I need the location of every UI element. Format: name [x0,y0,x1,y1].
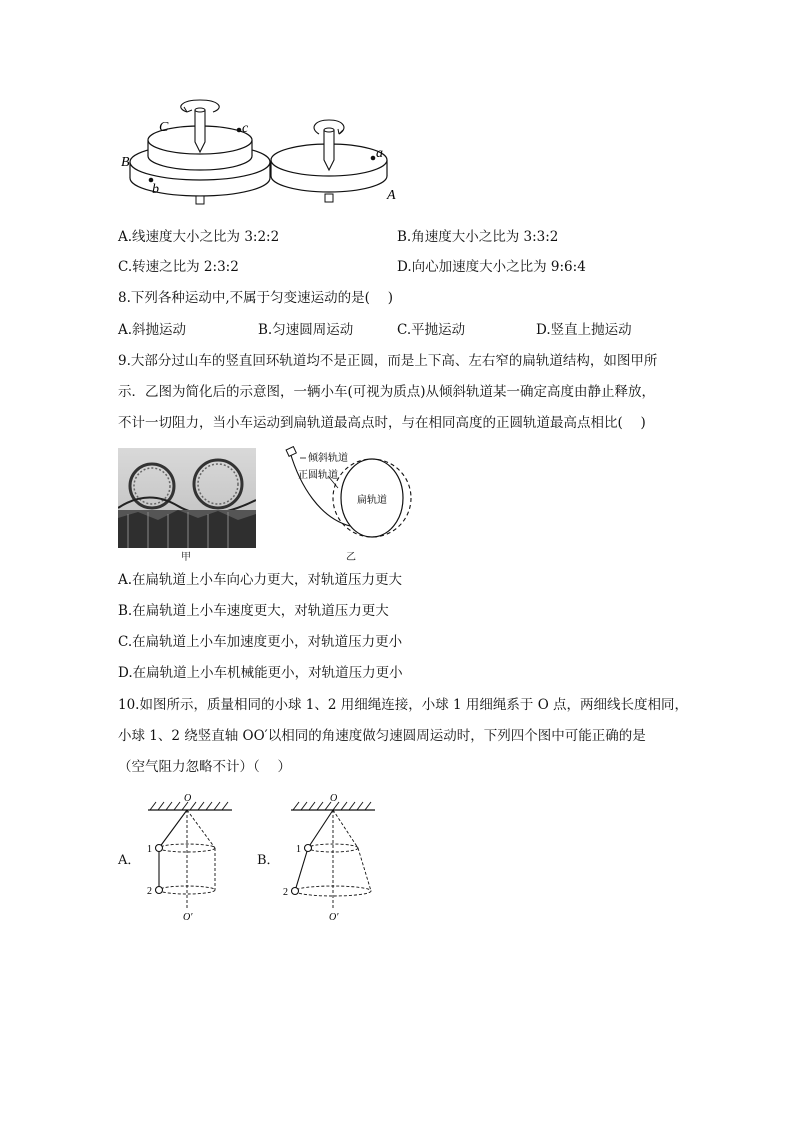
fig-b-ball2: 2 [283,887,288,898]
label-C: C [159,120,169,135]
q9-stem-line-3: 不计一切阻力，当小车运动到扁轨道最高点时，与在相同高度的正圆轨道最高点相比( ) [118,415,646,431]
q8-option-b: B.匀速圆周运动 [258,322,354,338]
rollercoaster-photo [118,448,256,548]
fig-a-bottom: O′ [183,912,193,920]
label-incline: 倾斜轨道 [308,453,348,464]
q8-option-d: D.竖直上抛运动 [536,322,632,338]
label-B: B [121,155,130,170]
q10-stem-line-3: （空气阻力忽略不计）（ ） [118,759,292,775]
q8-option-a: A.斜抛运动 [118,322,187,338]
q9-stem-line-2: 示．乙图为简化后的示意图，一辆小车(可视为质点)从倾斜轨道某一确定高度由静止释放， [118,384,656,400]
label-flat: 扁轨道 [357,495,387,506]
label-b: b [152,182,159,197]
label-circle: 正圆轨道 [298,470,338,481]
q10-stem-line-2: 小球 1、2 绕竖直轴 OO′以相同的角速度做匀速圆周运动时，下列四个图中可能正确的是 [118,728,646,744]
fig-a-ball1: 1 [147,844,152,855]
q10-figure-b [283,790,383,920]
q7-option-d: D.向心加速度大小之比为 9:6:4 [397,259,586,275]
track-diagram [280,446,420,558]
q9-option-b: B.在扁轨道上小车速度更大，对轨道压力更大 [118,603,389,619]
diagram-caption: 乙 [346,552,356,563]
q7-option-b: B.角速度大小之比为 3:3:2 [397,229,559,245]
q9-option-a: A.在扁轨道上小车向心力更大，对轨道压力更大 [118,572,403,588]
q10-option-b-label: B． [257,853,280,868]
q10-stem-line-1: 10.如图所示，质量相同的小球 1、2 用细绳连接，小球 1 用细绳系于 O 点，两细线长度相同， [118,697,689,713]
fig-b-bottom: O′ [329,912,339,920]
label-c: c [242,121,249,136]
label-A: A [387,188,396,203]
q9-option-c: C.在扁轨道上小车加速度更小，对轨道压力更小 [118,634,403,650]
discs-figure [115,96,415,216]
photo-caption: 甲 [181,552,191,563]
q7-option-c: C.转速之比为 2:3:2 [118,259,239,275]
q9-stem-line-1: 9.大部分过山车的竖直回环轨道均不是正圆，而是上下高、左右窄的扁轨道结构，如图甲所 [118,353,658,369]
label-a: a [376,146,383,161]
q10-figure-a [140,790,240,920]
fig-b-ball1: 1 [296,844,301,855]
q9-option-d: D.在扁轨道上小车机械能更小，对轨道压力更小 [118,665,403,681]
q7-option-a: A.线速度大小之比为 3:2:2 [118,229,280,245]
q8-option-c: C.平抛运动 [397,322,466,338]
fig-a-ball2: 2 [147,886,152,897]
q8-stem: 8.下列各种运动中,不属于匀变速运动的是( ) [118,290,393,306]
fig-a-top: O [184,793,192,804]
q10-option-a-label: A． [118,853,141,868]
fig-b-top: O [330,793,338,804]
